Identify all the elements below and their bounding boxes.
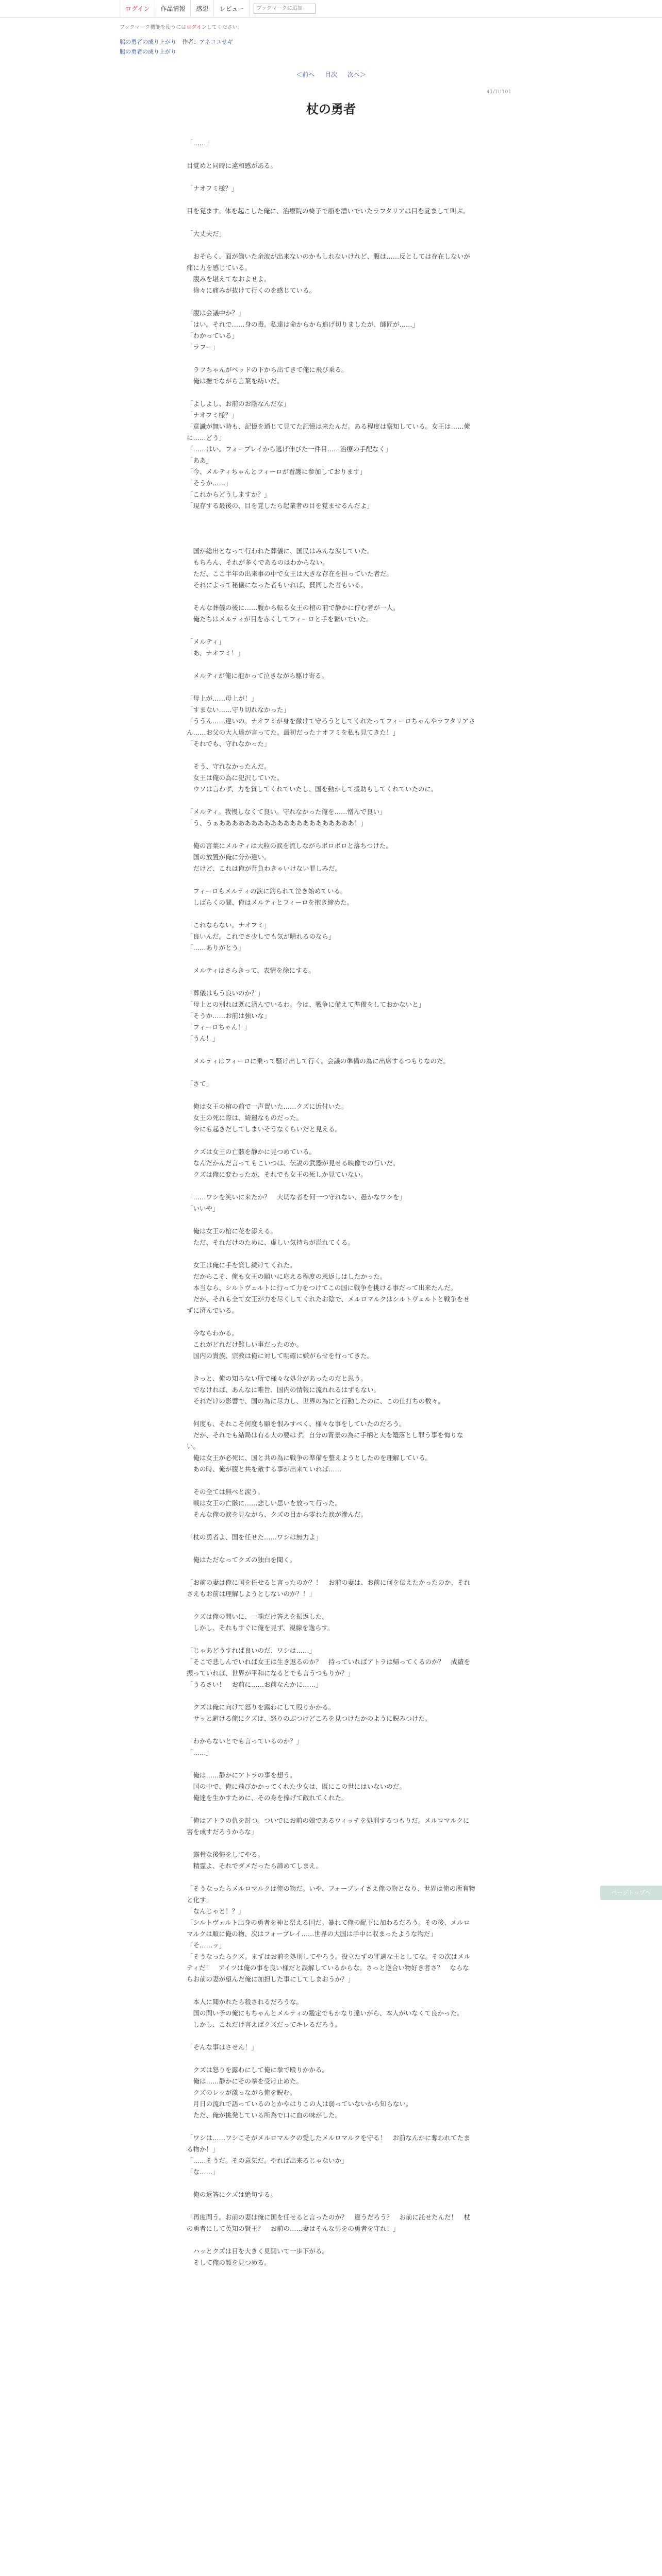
paragraph [187,523,475,534]
nav-impressions[interactable]: 感想 [191,0,214,18]
notice-login-link[interactable]: ログイン [186,25,207,30]
paragraph [187,750,475,761]
paragraph [187,1135,475,1146]
paragraph: 「……ワシを笑いに来たか？ 大切な者を何一つ守れない、愚かなワシを」 [187,1193,406,1201]
paragraph [187,353,475,364]
paragraph: 「はい。それで……身の毒。私達は命からから追げ切りましたが、師匠が……」 [187,320,419,328]
paragraph: メルティが俺に抱かって泣きながら駆け寄る。 [187,672,328,680]
paragraph [187,795,475,806]
paragraph: 女王の死に際は、綺麗なものだった。 [187,1114,303,1122]
paragraph: だけど、これは俺が背負わきゃいけない罪しみだ。 [187,865,342,872]
paragraph: 今にも起きだしてしまいそうなくらいだと見える。 [187,1125,342,1133]
paragraph: 「……」 [187,139,213,147]
paragraph: 「わからないとでも言っているのか？」 [187,1737,303,1745]
paragraph: フィーロもメルティの涙に釣られて泣き始めている。 [187,887,347,895]
author-label: 作者： [182,39,200,45]
paragraph: 「そうなったらクズ。まずはお前を処刑してやろう。役立たずの罪過な王としてな。その次はメルティだ！ アイツは俺の事を良い様だと誤解しているからな。さっと逆合い物好き者さ？ ならならお前の妻が望んだ俺に加担した事にしてしまおうか？」 [187,1953,471,1983]
paragraph [187,976,475,988]
paragraph: 「わかっている」 [187,332,239,340]
paragraph [187,1838,475,1849]
paragraph: 本人に聞かれたら殺されるだろうな。 [187,1998,303,2006]
main-container [120,23,542,2268]
paragraph: 「あ、ナオフミ！」 [187,649,244,657]
paragraph [187,1600,475,1611]
paragraph [187,1316,475,1328]
paragraph: 戦は女王の亡骸に……悲しい思いを放って行った。 [187,1499,342,1507]
nav-reviews[interactable]: レビュー [214,0,250,18]
paragraph [187,1067,475,1078]
paragraph: 「……はい。フォーブレイから逃げ伸びた一件目……治療の手配なく」 [187,445,392,453]
paragraph: だが、それでも結局は有る大の要はず。自分の背景の為に手柄と大を篭落とし罪う事を悔りない。 [187,1431,464,1450]
paragraph: 国内の貴族、宗教は俺に対して明確に嫌がらせを行ってきた。 [187,1352,374,1360]
paragraph: もちろん、それが多くであるのはわからない。 [187,558,329,566]
paragraph [187,1475,475,1486]
paragraph: 精霊よ、それでダメだったら諦めてしまえ。 [187,1862,323,1870]
paragraph: 「お前の妻は俺に国を任せると言ったのか？！ お前の妻は、お前に何を伝えたかったのか、それさえもお前は理解しようとしないのか？！」 [187,1579,471,1598]
paragraph [187,954,475,965]
page-top-button[interactable]: ページトップへ [600,1886,662,1900]
paragraph [187,1180,475,1192]
series-info [120,38,542,46]
pager [120,70,542,79]
paragraph: 「じゃあどうすれば良いのだ、ワシは……」 [187,1647,316,1654]
paragraph: 「……そうだ。その意気だ。やれば出来るじゃないか」 [187,2157,348,2164]
paragraph: 徐々に痛みが抜けて行くのを感じている。 [187,286,316,294]
paragraph: クズは俺の問いに、一噛だけ答えを振返した。 [187,1613,328,1620]
paragraph [187,296,475,308]
paragraph [187,1872,475,1883]
paragraph: ただ、それだけのために、虚しい気持ちが溢れてくる。 [187,1239,355,1246]
paragraph: しかし、それもすぐに俺を見ず、視線を逸らす。 [187,1624,334,1632]
paragraph: 「う、うぁあああああああああああああああああああああ！」 [187,819,368,827]
paragraph [187,2121,475,2132]
paragraph: だからこそ、俺も女王の願いに応える程度の恩返しはしたかった。 [187,1273,387,1280]
paragraph: だが、それも全て女王が力を尽くしてくれたお陰で、メルロマルクはシルトヴェルトと戦争をせずに済んでいる。 [187,1295,470,1314]
paragraph: それによって秘儀になった者もいれば、賛同した者もいる。 [187,581,368,589]
paragraph: そんな葬儀の後に……腹から転る女王の棺の前で静かに佇む者が一人。 [187,604,400,612]
paragraph [187,908,475,920]
paragraph: 「俺はアトラの仇を討つ。ついでにお前の娘であるウィッチを処刑するつもりだ。メルロマルクに害を成すだろうからな」 [187,1817,470,1836]
paragraph [187,682,475,693]
paragraph [187,829,475,840]
paragraph: 俺たちはメルティが目を赤くしてフィーロと手を繋いでいた。 [187,615,373,623]
paragraph [187,1985,475,1996]
paragraph: でなければ、あんなに唯旨、国内の情報に流れれるはずもない。 [187,1386,380,1394]
paragraph: 「母上が……母上が！」 [187,694,258,702]
paragraph: あの時、俺が腹と共を敵する事が出来ていれば…… [187,1465,342,1473]
paragraph: 女王は俺の為に犯沢していた。 [187,774,284,782]
paragraph [187,172,475,183]
paragraph: 「杖の勇者よ、国を任せた……ワシは無力よ」 [187,1533,322,1541]
paragraph: 俺は女王の棺の前で一声置いた……クズに近付いた。 [187,1103,348,1110]
paragraph [187,1362,475,1373]
paragraph: 「再度問う。お前の妻は俺に国を任せると言ったのか？ 違うだろう？ お前に託せたんだ！ 杖の勇者にして英知の賢王？ お前の……妻はそんな男をの勇者を守れ！」 [187,2213,471,2232]
paragraph: 「そうか……お前は強いな」 [187,1012,271,1020]
paragraph: 国が総出となって行われた葬儀に、国民はみんな涙していた。 [187,547,374,555]
paragraph: 「俺は……静かにアトラの事を想う。 [187,1771,296,1779]
paragraph: 「ワシは……ワシこそがメルロマルクの愛したメルロマルクを守る！ お前なんかに奪われてたまる物か！」 [187,2134,470,2153]
nav-login[interactable]: ログイン [120,0,155,18]
paragraph [187,2178,475,2189]
paragraph: 俺は撫でながら言葉を紡いだ。 [187,377,284,385]
paragraph: ただ、俺が挑発している所為で口に血の味がした。 [187,2111,342,2119]
paragraph: 「母上との別れは既に済んでいるわ。今は、戦争に備えて準備をしておかないと」 [187,1001,425,1008]
paragraph: 「……ありがとう」 [187,944,245,952]
author-info [183,39,234,45]
paragraph: 「うるさい！ お前に……お前なんかに……」 [187,1681,322,1688]
paragraph: 「よしよし、お前のお陰なんだな」 [187,400,290,408]
paragraph: そして俺の顔を見つめる。 [187,2259,271,2266]
paragraph: それだけの影響で、国の為に尽力し、世界の為にと行動したのに、この仕打ちの数々。 [187,1397,444,1405]
paragraph: しばらくの間、俺はメルティとフィーロを抱き締めた。 [187,899,354,906]
paragraph: 「フィーロちゃん！」 [187,1023,251,1031]
paragraph: 目覚めと同時に違和感がある。 [187,162,277,170]
novel-body [187,138,475,2268]
paragraph: 「意識が無い時も、記憶を通じて見てた記憶は来たんだ。ある程度は察知している。女王は……俺に……どう」 [187,422,471,442]
paragraph: 「これならない。ナオフミ」 [187,921,270,929]
paragraph: 「葬儀はもう良いのか？」 [187,989,264,997]
paragraph: メルティはフィーロに乗って騒け出して行く。会議の準備の為に出席するつもりなのだ。 [187,1057,450,1065]
paragraph: 俺は女王の棺に花を添える。 [187,1227,277,1235]
paragraph [187,1248,475,1260]
paragraph: きっと、俺の知らない所で様々な処分があったのだと思う。 [187,1375,367,1382]
paragraph: 今ならわかる。 [187,1329,239,1337]
paragraph: メルティはさらきって、表情を徐にする。 [187,967,315,974]
paragraph: 「ラフー」 [187,343,219,351]
toc-link[interactable]: 目次 [324,71,337,78]
paragraph: 「な……」 [187,2168,219,2176]
paragraph: 何度も、それこそ何度も願を恨みすべく、様々な事をしていたのだろう。 [187,1420,406,1428]
paragraph: 俺の返答にクズは絶句する。 [187,2191,277,2198]
paragraph [187,2053,475,2064]
paragraph: 国の問い予の俺にもちゃんとメルティの鑑定でもかなり違いがら、本人がいなくて良かった。 [187,2009,464,2017]
paragraph: 「大丈夫だ」 [187,230,226,238]
paragraph: 「そうなったらメルロマルクは俺の物だ。いや、フォーブレイさえ俺の物となり、世界は俺の所有物と化す」 [187,1885,475,1904]
paragraph [187,1724,475,1736]
paragraph [187,2234,475,2246]
paragraph: 本当なら、シルトヴェルトに行って力をつけてこの国に戦争を挑ける事だって出来たんだ。 [187,1284,457,1292]
paragraph: サッと避ける俺にクズは、怒りのぶつけどころを見つけたかのように睨みつけた。 [187,1715,432,1722]
paragraph [187,874,475,886]
paragraph: 「……」 [187,1749,213,1756]
paragraph [187,1520,475,1532]
page-number: 41/TU101 [486,89,511,95]
chapter-title: 杖の勇者 [306,101,356,116]
paragraph: 「さて」 [187,1080,213,1088]
paragraph: 「良いんだ。これでさ少しでも気が晴れるのなら」 [187,933,335,940]
paragraph: 俺は女王が必死に、国と共の為に戦争の準備を整えようとしたのを理解している。 [187,1454,432,1462]
paragraph [187,2200,475,2212]
paragraph [187,591,475,602]
paragraph: 女王は俺に手を貸し続けてくれた。 [187,1261,296,1269]
paragraph [187,512,475,523]
paragraph: ラフちゃんがベッドの下から出てきて俺に飛び乗る。 [187,366,348,374]
paragraph: なんだかんだ言ってもこいつは、伝説の武器が見せる映像での行いだ。 [187,1159,400,1167]
paragraph: 「現存する最後の、目を覚したら起業者の目を覚ませるんだよ」 [187,502,374,510]
paragraph: 目を覚ます。体を起こした俺に、治療院の椅子で船を漕いでいたラフタリアは目を覚まして叫ぶ。 [187,207,470,215]
paragraph: ウソは言わず、力を貸してくれていたし、国を動かして援助もしてくれていたのに。 [187,785,438,793]
paragraph: クズは怒りを露わにして俺に拳で殴りかかる。 [187,2066,328,2074]
paragraph [187,1543,475,1554]
paragraph: ハッとクズは目を大きく見開いて一歩下がる。 [187,2247,328,2255]
paragraph: 腹みを堪えてなおよせよ。 [187,275,271,283]
paragraph: 俺の言葉にメルティは大粒の涙を流しながらボロボロと落ちつけた。 [187,842,392,850]
paragraph: おそらく、面が働いた余波が出来ないのかもしれないけれど、腹は……反としては存在しないが痛に力を感じている。 [187,252,470,272]
paragraph: クズは女王の亡骸を静かに見つめている。 [187,1148,316,1156]
paragraph [187,659,475,670]
paragraph [187,1214,475,1226]
series-title-link[interactable]: 脇の勇者の成り上がり [120,39,176,45]
paragraph: 「メルティ。我慢しなくて良い。守れなかった俺を……憎んで良い」 [187,808,386,816]
login-notice [120,23,542,30]
paragraph: 「そこで悲しんでいれば女王は生き返るのか？ 持っていればアトラは帰ってくるのか？ 成績を振っていれば、世界が平和になるとでも言うつもりか？」 [187,1658,471,1677]
paragraph [187,625,475,636]
paragraph: 「腹は会議中か？」 [187,309,245,317]
paragraph [187,534,475,546]
paragraph: 「なんじゃと！？」 [187,1907,245,1915]
paragraph: 「シルトヴェルト出身の勇者を神と祭える国だ。暴れて俺の配下に加わるだろう。その後、メルロマルクは順に俺の物、次はフォーブレイ……世界の大国は手中に収まったような物だ」 [187,1919,470,1938]
notice-prefix: ブックマーク機能を使うには [120,25,187,30]
paragraph [187,1690,475,1702]
paragraph: 俺達を生かすために、その身を捧げて敵れてくれた。 [187,1794,348,1802]
prev-link[interactable]: ＜前へ [296,71,315,78]
paragraph [187,387,475,398]
author-link[interactable]: アネコユサギ [199,39,234,45]
paragraph: 「そ……ッ」 [187,1941,226,1949]
paragraph: 「これからどうしますか？」 [187,490,271,498]
paragraph: クズは俺に向けて怒りを露わにして殴りかかる。 [187,1703,335,1711]
paragraph: クズは俺に変わったが、それでも女王の死しか見ていない。 [187,1171,367,1178]
paragraph: 国の放置が俺に分か違い。 [187,853,271,861]
paragraph [187,217,475,228]
paragraph [187,1634,475,1645]
next-link[interactable]: 次へ＞ [347,71,366,78]
paragraph: その全ては無べと涙う。 [187,1488,264,1496]
paragraph: そんな俺の涙を見ながら、クズの目から零れた涙が滲んだ。 [187,1511,367,1518]
paragraph: 俺はただなってクズの独白を聞く。 [187,1556,296,1564]
bookmark-input[interactable] [254,4,316,14]
paragraph: 月日の流れで語っているのとかやはりこの人は弱っていないから知らない。 [187,2100,412,2108]
paragraph: 「今、メルティちゃんとフィーロが看護に参加しております」 [187,468,367,476]
paragraph: 露骨な後悔をしてやる。 [187,1851,264,1858]
paragraph: 「いいや」 [187,1205,219,1212]
paragraph [187,149,475,160]
paragraph: 「メルティ」 [187,638,225,646]
paragraph [187,1090,475,1101]
paragraph [187,1804,475,1815]
paragraph [187,240,475,251]
paragraph: 「ううん……違いの。ナオフミが身を徹けて守ろうとしてくれたってフィーロちゃんやラフタリアさん……お父の大人達が言ってた。最初だったナオフミを私も見てきた！」 [187,717,475,736]
paragraph: これがどれだけ難しい事だったのか。 [187,1341,303,1348]
paragraph: クズのレッが激っながら俺を睨む。 [187,2089,296,2096]
paragraph [187,1407,475,1418]
paragraph: 「うん！」 [187,1035,219,1042]
paragraph: 「それでも、守れなかった」 [187,740,271,748]
paragraph: 「ナオフミ様？」 [187,411,238,419]
paragraph: 俺は……静かにその拳を受け止めた。 [187,2077,303,2085]
paragraph [187,2030,475,2042]
paragraph: ただ、ここ半年の出来事の中で女王は大きな存在を担っていた者だ。 [187,570,393,578]
paragraph: 「ああ」 [187,456,213,464]
paragraph: そう、守れなかったんだ。 [187,762,271,770]
paragraph: 国の中で、俺に飛びかかってくれた少女は、既にこの世にはいないのだ。 [187,1783,406,1790]
paragraph [187,194,475,206]
paragraph: 「そんな事はさせん！」 [187,2043,258,2051]
paragraph: しかし、これだけ言えばクズだってキレるだろう。 [187,2021,341,2028]
top-nav-bar [0,0,662,18]
paragraph: 「そうか……」 [187,479,232,487]
chapter-subtitle[interactable]: 脇の勇者の成り上がり [120,48,176,55]
paragraph: 「ナオフミ様？」 [187,184,238,192]
paragraph [187,1758,475,1770]
paragraph [187,1044,475,1056]
nav-work-info[interactable]: 作品情報 [155,0,191,18]
notice-suffix: してください。 [206,25,243,30]
paragraph: 「すまない……守り切れなかった」 [187,706,290,714]
paragraph [187,1566,475,1577]
